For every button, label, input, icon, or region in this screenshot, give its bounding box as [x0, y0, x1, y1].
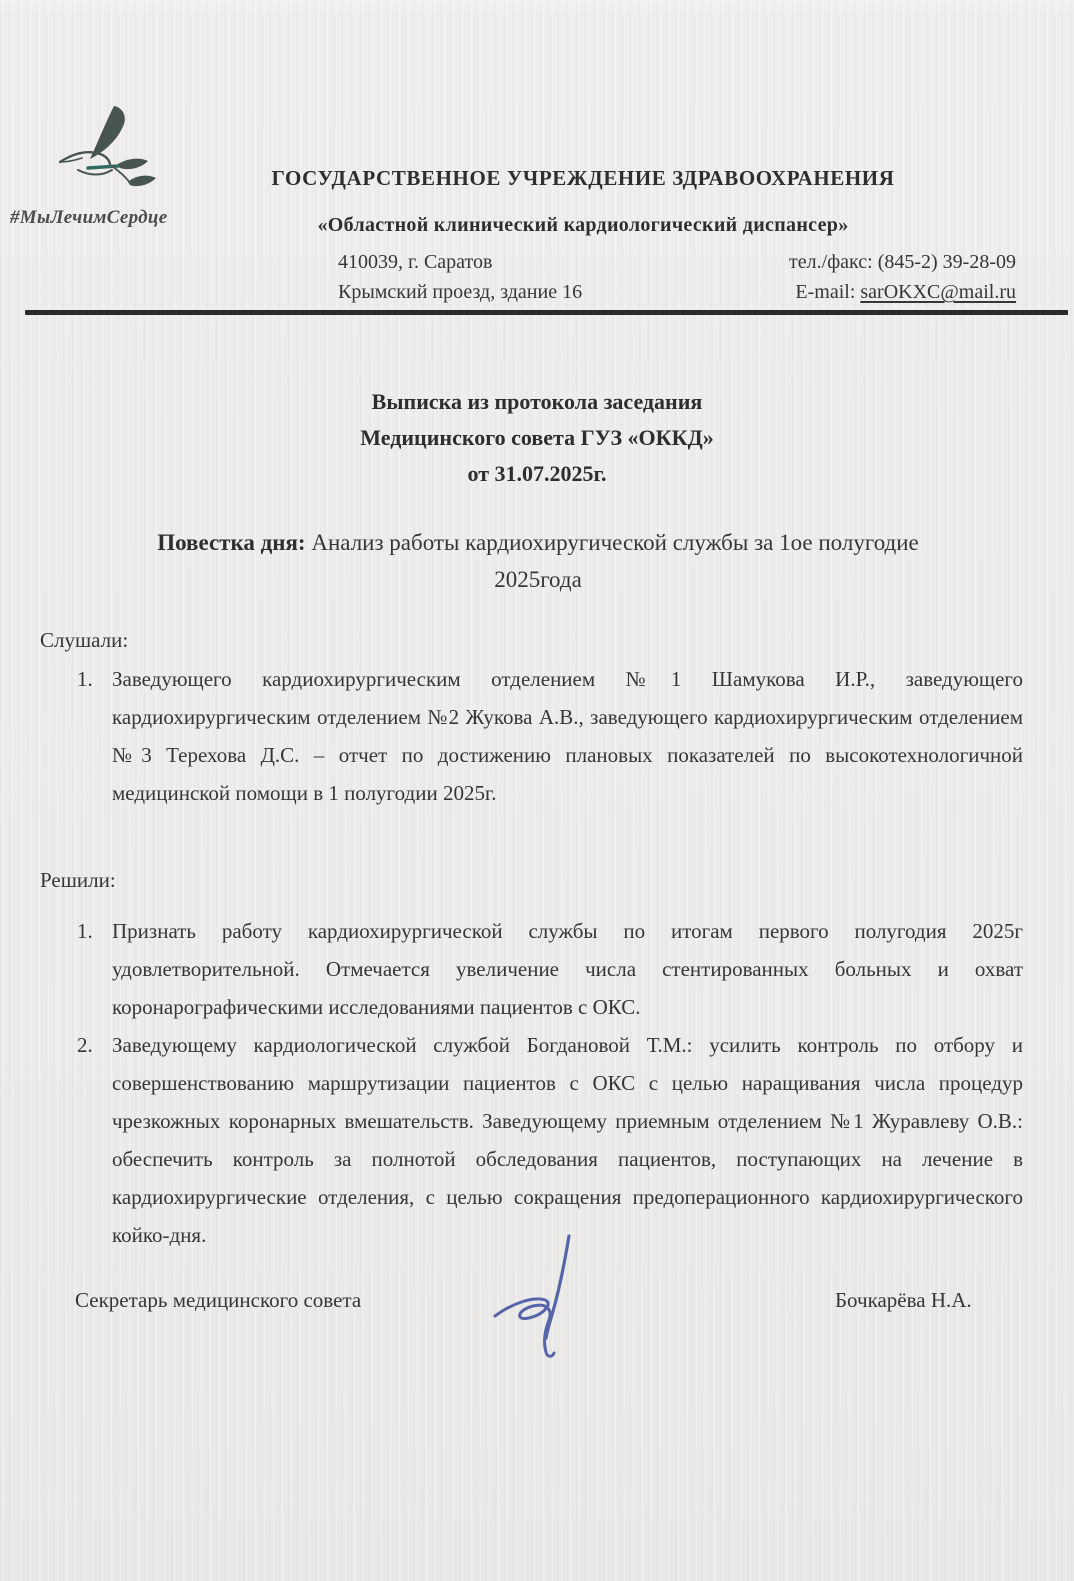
- logo-hashtag: #МыЛечимСердце: [10, 207, 168, 228]
- org-contacts: [700, 247, 1016, 307]
- document-title: [0, 384, 1074, 492]
- handwritten-signature: [483, 1228, 613, 1368]
- email-address: sarOKXC@mail.ru: [860, 281, 1016, 303]
- agenda-label: Повестка дня:: [157, 530, 306, 555]
- email-label: E-mail:: [795, 281, 861, 303]
- agenda-text: Анализ работы кардиохиругической службы за 1ое полугодие: [305, 530, 919, 555]
- header-divider-rule: [25, 310, 1068, 315]
- agenda-text-year: 2025года: [494, 567, 582, 592]
- list-item: [75, 1026, 1023, 1254]
- phone-fax: тел./факс: (845-2) 39-28-09: [789, 251, 1016, 273]
- address-line-2: Крымский проезд, здание 16: [338, 281, 583, 303]
- list-item: [75, 660, 1023, 812]
- heard-list: [75, 660, 1023, 812]
- title-line-3: от 31.07.2025г.: [467, 461, 607, 486]
- org-address: [338, 247, 668, 307]
- org-type-heading: ГОСУДАРСТВЕННОЕ УЧРЕЖДЕНИЕ ЗДРАВООХРАНЕНИЯ: [271, 166, 895, 190]
- heard-item-text: Заведующего кардиохирургическим отделением №1 Шамукова И.Р., заведующего кардиохирургическим отделением №2 Жукова А.В., заведующего кардиохирургическим отделением №3 Терехова Д.С. – отчет по достижению плановых показателей по высокотехнологичной медицинской помощи в 1 полугодии 2025г.: [112, 667, 1023, 805]
- clinic-logo: [48, 104, 178, 212]
- signature-ink-icon: [483, 1355, 613, 1372]
- heard-section-label: Слушали:: [40, 628, 129, 652]
- resolved-item-text: Признать работу кардиохирургической службы по итогам первого полугодия 2025г удовлетворительной. Отмечается увеличение числа стентированных больных и охват коронарографическими исследованиями пациентов с ОКС.: [112, 919, 1023, 1019]
- org-name-heading: «Областной клинический кардиологический диспансер»: [317, 214, 849, 236]
- list-item: [75, 912, 1023, 1026]
- secretary-name: Бочкарёва Н.А.: [835, 1288, 972, 1312]
- title-line-2: Медицинского совета ГУЗ «ОККД»: [360, 425, 714, 450]
- agenda-paragraph: [40, 524, 1036, 598]
- title-line-1: Выписка из протокола заседания: [371, 389, 703, 414]
- secretary-title: Секретарь медицинского совета: [75, 1288, 362, 1312]
- resolved-section-label: Решили:: [40, 868, 116, 892]
- address-line-1: 410039, г. Саратов: [338, 251, 493, 273]
- email-line: [700, 277, 1016, 307]
- resolved-list: [75, 912, 1023, 1254]
- resolved-item-text: Заведующему кардиологической службой Богдановой Т.М.: усилить контроль по отбору и совершенствованию маршрутизации пациентов с ОКС с целью наращивания числа процедур чрезкожных коронарных вмешательств. Заведующему приемным отделением №1 Журавлеву О.В.: обеспечить контроль за полнотой обследования пациентов, поступающих на лечение в кардиохирургические отделения, с целью сокращения предоперационного кардиохирургического койко-дня.: [112, 1033, 1023, 1247]
